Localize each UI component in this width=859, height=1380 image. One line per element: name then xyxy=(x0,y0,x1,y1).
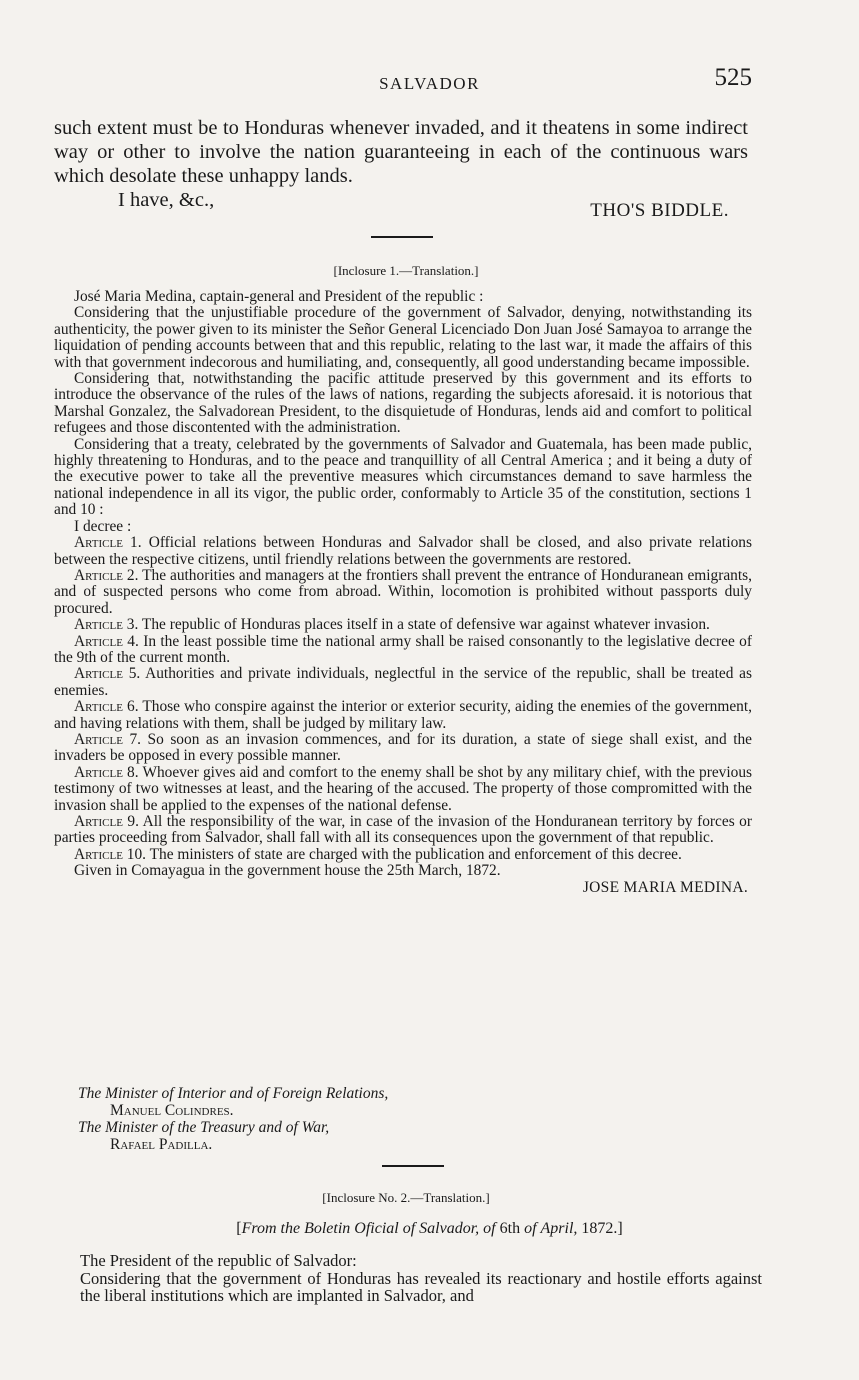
article-label: Article 8. xyxy=(74,763,139,781)
article-text: Those who conspire against the interior or exterior security, aiding the enemies of the government, and having relations with them, shall be judged by military law. xyxy=(54,698,752,732)
article-text: The authorities and managers at the frontiers shall prevent the entrance of Honduranean emigrants, and of suspected persons who come from abroad. Within, locomotion is prohibited without passports duly procured. xyxy=(54,566,752,617)
minister-name: Rafael Padilla. xyxy=(110,1136,213,1153)
source-of: of xyxy=(524,1220,537,1237)
page-number: 525 xyxy=(714,64,752,91)
article xyxy=(54,634,752,667)
article xyxy=(54,814,752,847)
article-label: Article 4. xyxy=(74,632,139,650)
article-label: Article 6. xyxy=(74,698,139,716)
article xyxy=(54,765,752,814)
article-text: Official relations between Honduras and Salvador shall be closed, and also private relations between the respective citizens, until friendly relations between the governments are restored. xyxy=(54,534,752,568)
source-year: 1872.] xyxy=(581,1220,623,1237)
article-text: All the responsibility of the war, in case of the invasion of the Honduranean territory by forces or parties proceeding from Salvador, shall fall with all its consequences upon the government of that republic. xyxy=(54,813,753,847)
article-label: Article 7. xyxy=(74,730,142,748)
decree-line: I decree : xyxy=(74,517,132,535)
article xyxy=(54,568,752,617)
article xyxy=(54,699,752,732)
considering-paragraph: Considering that the unjustifiable procedure of the government of Salvador, denying, notwithstanding its authenticity, the power given to its minister the Señor General Licenciado Don Juan José Samayoa to arrange the liquidation of pending accounts between that and this republic, relating to the last war, it made the affairs of this with that government indecorous and humiliating, and, consequently, all good understanding became impossible. xyxy=(54,304,752,371)
article xyxy=(54,666,752,699)
running-title: SALVADOR xyxy=(379,74,480,93)
closing-line: I have, &c., xyxy=(118,189,215,211)
considering-paragraph: Considering that, notwithstanding the pacific attitude preserved by this government and its efforts to introduce the observance of the rules of the laws of nations, regarding the subjects aforesaid. it is notorious that Marshal Gonzalez, the Salvadorean President, to the disquietude of Honduras, lends aid and comfort to political refugees and those discontented with the administration. xyxy=(54,370,752,437)
section-divider xyxy=(382,1165,444,1167)
article-label: Article 1. xyxy=(74,534,142,552)
proclamation-intro: The President of the republic of Salvador: xyxy=(80,1251,357,1270)
considering-paragraph: Considering that the government of Honduras has revealed its reactionary and hostile efforts against the liberal institutions which are implanted in Salvador, and xyxy=(80,1268,762,1305)
inclosure-1-heading: [Inclosure 1.—Translation.] xyxy=(333,263,479,278)
article xyxy=(54,847,752,863)
ministers-block xyxy=(78,1085,578,1153)
decree-signer: JOSE MARIA MEDINA. xyxy=(582,878,748,896)
article-label: Article 5. xyxy=(74,665,141,683)
source-citation xyxy=(0,1220,859,1238)
article xyxy=(54,732,752,765)
decree-intro: José Maria Medina, captain-general and President of the republic : xyxy=(74,288,484,305)
article-text: The republic of Honduras places itself in a state of defensive war against whatever invasion. xyxy=(141,616,710,634)
inclosure-2-body xyxy=(80,1252,762,1305)
source-bracket: [ xyxy=(236,1220,242,1237)
minister-role: The Minister of the Treasury and of War, xyxy=(78,1119,330,1136)
article xyxy=(54,535,752,568)
article-text: In the least possible time the national army shall be raised consonantly to the legislative decree of the 9th of the current month. xyxy=(54,632,752,666)
article-label: Article 10. xyxy=(74,845,147,863)
article xyxy=(54,617,752,633)
inclosure-2-heading: [Inclosure No. 2.—Translation.] xyxy=(322,1190,490,1205)
decree-body xyxy=(54,289,752,896)
article-text: So soon as an invasion commences, and for its duration, a state of siege shall exist, and the invaders be opposed in every possible manner. xyxy=(54,730,752,765)
article-text: The ministers of state are charged with the publication and enforcement of this decree. xyxy=(149,845,682,863)
lead-text xyxy=(54,116,748,212)
article-text: Authorities and private individuals, neglectful in the service of the republic, shall be treated as enemies. xyxy=(54,665,752,699)
given-line: Given in Comayagua in the government house the 25th March, 1872. xyxy=(74,862,501,880)
lead-paragraph: such extent must be to Honduras whenever invaded, and it theatens in some indirect way or other to involve the nation guaranteeing in each of the continuous wars which desolate these unhappy lands. xyxy=(54,117,748,187)
article-label: Article 2. xyxy=(74,566,139,584)
minister-name: Manuel Colindres. xyxy=(110,1102,234,1119)
source-month: April, xyxy=(540,1220,578,1237)
minister-role: The Minister of Interior and of Foreign Relations, xyxy=(78,1085,389,1102)
section-divider xyxy=(371,236,433,238)
considering-paragraph: Considering that a treaty, celebrated by the governments of Salvador and Guatemala, has been made public, highly threatening to Honduras, and to the peace and tranquillity of all Central America ; and it being a duty of the executive power to take all the preventive measures which circumstances demand to save harmless the national independence in all its vigor, the public order, conformably to Article 35 of the constitution, sections 1 and 10 : xyxy=(54,435,752,519)
article-label: Article 9. xyxy=(74,813,139,830)
source-title: From the Boletin Oficial of Salvador, of xyxy=(241,1220,496,1237)
letter-signature: THO'S BIDDLE. xyxy=(590,200,729,221)
article-label: Article 3. xyxy=(74,616,139,634)
source-day: 6th xyxy=(499,1220,521,1237)
article-text: Whoever gives aid and comfort to the enemy shall be shot by any military chief, with the previous testimony of two witnesses at least, and the hearing of the accused. The property of those compromitted with the invasion shall be applied to the expenses of the national defense. xyxy=(54,763,753,814)
